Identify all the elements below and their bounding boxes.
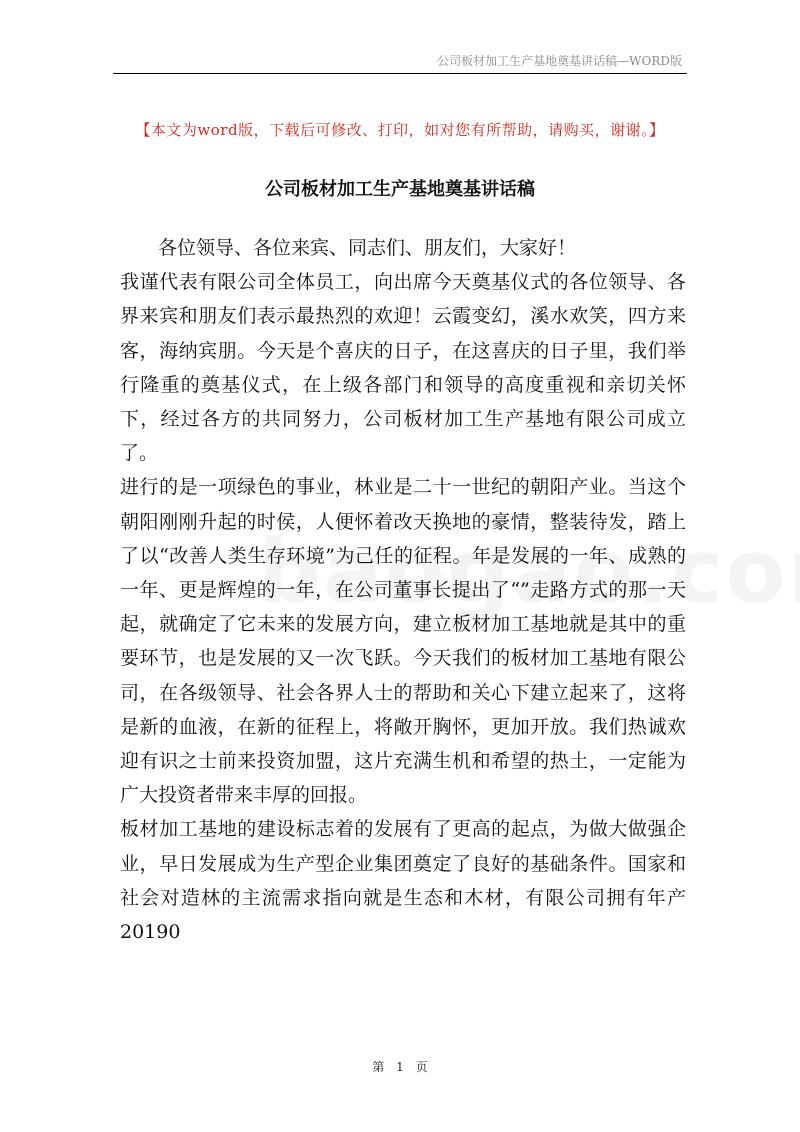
running-header: 公司板材加工生产基地奠基讲话稿—WORD版 [437,54,682,68]
paragraph: 板材加工基地的建设标志着的发展有了更高的起点，为做大做强企业，早日发展成为生产型企业集团奠定了良好的基础条件。国家和社会对造林的主流需求指向就是生态和木材，有限公司拥有年产20190 [120,818,686,944]
paragraph-greeting: 各位领导、各位来宾、同志们、朋友们，大家好！ [158,237,577,259]
purchase-notice: 【本文为word版，下载后可修改、打印，如对您有所帮助，请购买，谢谢。】 [135,121,665,139]
paragraph: 进行的是一项绿色的事业，林业是二十一世纪的朝阳产业。当这个朝阳刚刚升起的时侯，人便怀着改天换地的豪情，整装待发，踏上了以“改善人类生存环境”为己任的征程。年是发展的一年、成熟的一年、更是辉煌的一年，在公司董事长提出了“”走路方式的那一天起，就确定了它未来的发展方向，建立板材加工基地就是其中的重要环节，也是发展的又一次飞跃。今天我们的板材加工基地有限公司，在各级领导、社会各界人士的帮助和关心下建立起来了，这将是新的血液，在新的征程上，将敞开胸怀，更加开放。我们热诚欢迎有识之士前来投资加盟，这片充满生机和希望的热土，一定能为广大投资者带来丰厚的回报。 [120,476,686,807]
document-body [120,231,686,949]
document-title: 公司板材加工生产基地奠基讲话稿 [265,179,535,200]
page-label-prefix: 第 [372,1060,385,1074]
paragraph: 我谨代表有限公司全体员工，向出席今天奠基仪式的各位领导、各界来宾和朋友们表示最热烈的欢迎！云霞变幻，溪水欢笑，四方来客，海纳宾朋。今天是个喜庆的日子，在这喜庆的日子里，我们举行隆重的奠基仪式，在上级各部门和领导的高度重视和亲切关怀下，经过各方的共同努力，公司板材加工生产基地有限公司成立了。 [120,271,686,465]
page-label-suffix: 页 [415,1060,428,1074]
page-number: 1 [396,1060,404,1074]
page-footer [0,1058,800,1075]
header-divider [113,73,687,74]
